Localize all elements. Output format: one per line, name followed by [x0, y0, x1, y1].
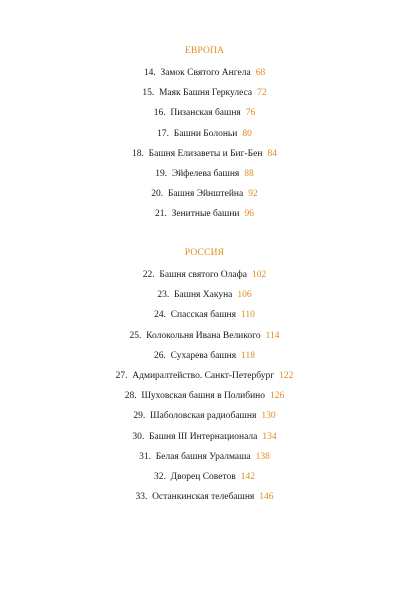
toc-entry-number: 30. [132, 431, 145, 442]
toc-entry-title: Белая башня Уралмаша [155, 451, 251, 462]
toc-entry [0, 326, 409, 346]
toc-entry-page-number: 138 [255, 451, 270, 462]
toc-entry-title: Эйфелева башня [171, 168, 240, 179]
toc-entry-page-number: 134 [262, 431, 277, 442]
toc-entry [0, 144, 409, 164]
toc-entry-page-number: 126 [270, 391, 285, 402]
toc-entry-number: 26. [154, 350, 166, 361]
toc-entry [0, 386, 409, 406]
toc-entry-number: 23. [157, 290, 170, 301]
toc-entry [0, 447, 409, 467]
toc-entry-number: 25. [129, 330, 142, 341]
toc-entry [0, 124, 409, 144]
toc-entry-page-number: 142 [240, 471, 255, 482]
toc-entry-page-number: 76 [245, 108, 256, 119]
toc-entry-title: Зенитные башни [171, 209, 240, 220]
toc-entry-page-number: 122 [279, 370, 294, 381]
toc-entry-number: 24. [154, 310, 166, 321]
toc-entry [0, 487, 409, 507]
toc-entry-title: Колокольня Ивана Великого [146, 330, 261, 341]
toc-entry-page-number: 92 [248, 189, 258, 200]
toc-entry-number: 18. [132, 148, 144, 159]
toc-entry-number: 32. [154, 471, 166, 482]
toc-entry-number: 28. [124, 391, 137, 402]
toc-entry-page-number: 96 [244, 209, 254, 220]
section-title-russia: РОССИЯ [184, 248, 225, 258]
toc-entry [0, 265, 409, 285]
toc-entry [0, 83, 409, 103]
toc-entry [0, 204, 409, 224]
toc-entry-title: Маяк Башня Геркулеса [158, 88, 253, 99]
toc-entry-number: 31. [139, 451, 151, 462]
toc-entry-number: 16. [153, 108, 166, 119]
toc-entry-title: Сухарева башня [170, 350, 237, 361]
toc-entry [0, 467, 409, 487]
toc-entry-number: 33. [135, 492, 148, 503]
toc-entry-page-number: 88 [244, 168, 254, 179]
toc-entry-page-number: 110 [241, 310, 255, 321]
toc-entry-number: 27. [115, 370, 128, 381]
toc-entry-page-number: 68 [255, 68, 266, 78]
toc-entry-title: Башни Болоньи [173, 128, 238, 139]
toc-entry-number: 22. [142, 270, 155, 280]
toc-entry [0, 285, 409, 305]
toc-entry-number: 14. [143, 68, 156, 78]
toc-list-russia [0, 265, 409, 507]
toc-entry [0, 63, 409, 83]
toc-entry-title: Башня Елизаветы и Биг-Бен [148, 148, 263, 159]
toc-entry [0, 346, 409, 366]
toc-entry [0, 305, 409, 325]
toc-entry-number: 17. [157, 128, 169, 139]
toc-entry [0, 366, 409, 386]
toc-entry-title: Адмиралтейство. Санкт-Петербург [132, 370, 275, 381]
toc-entry-title: Шуховская башня в Полибино [141, 391, 266, 402]
toc-entry-page-number: 72 [257, 88, 267, 99]
toc-entry-number: 15. [142, 88, 155, 99]
toc-entry [0, 184, 409, 204]
toc-entry-page-number: 106 [237, 290, 252, 301]
toc-entry-page-number: 102 [251, 270, 267, 280]
toc-entry-number: 19. [155, 168, 168, 179]
toc-entry-title: Замок Святого Ангела [160, 68, 251, 78]
toc-entry-title: Башня III Интернационала [149, 431, 258, 442]
toc-entry [0, 103, 409, 123]
toc-entry-page-number: 114 [265, 330, 280, 341]
toc-entry-number: 20. [151, 189, 164, 200]
toc-entry [0, 406, 409, 426]
toc-entry-page-number: 118 [241, 350, 255, 361]
toc-entry-page-number: 80 [242, 128, 252, 139]
toc-entry-number: 29. [133, 411, 146, 422]
toc-entry-page-number: 84 [267, 148, 277, 159]
toc-entry-title: Башня святого Олафа [159, 270, 247, 280]
toc-entry-title: Башня Эйнштейна [167, 189, 244, 200]
toc-entry-title: Спасская башня [170, 310, 237, 321]
toc-entry [0, 164, 409, 184]
toc-entry-title: Башня Хакуна [173, 290, 233, 301]
toc-entry-title: Пизанская башня [170, 108, 241, 119]
toc-entry-page-number: 130 [261, 411, 276, 422]
toc-entry-title: Дворец Советов [170, 471, 236, 482]
toc-list-europe [0, 63, 409, 225]
section-title-europe: ЕВРОПА [184, 46, 225, 56]
toc-entry-page-number: 146 [259, 492, 274, 503]
toc-entry [0, 427, 409, 447]
toc-entry-number: 21. [154, 209, 167, 220]
toc-entry-title: Останкинская телебашня [152, 492, 255, 503]
toc-entry-title: Шаболовская радиобашня [150, 411, 257, 422]
